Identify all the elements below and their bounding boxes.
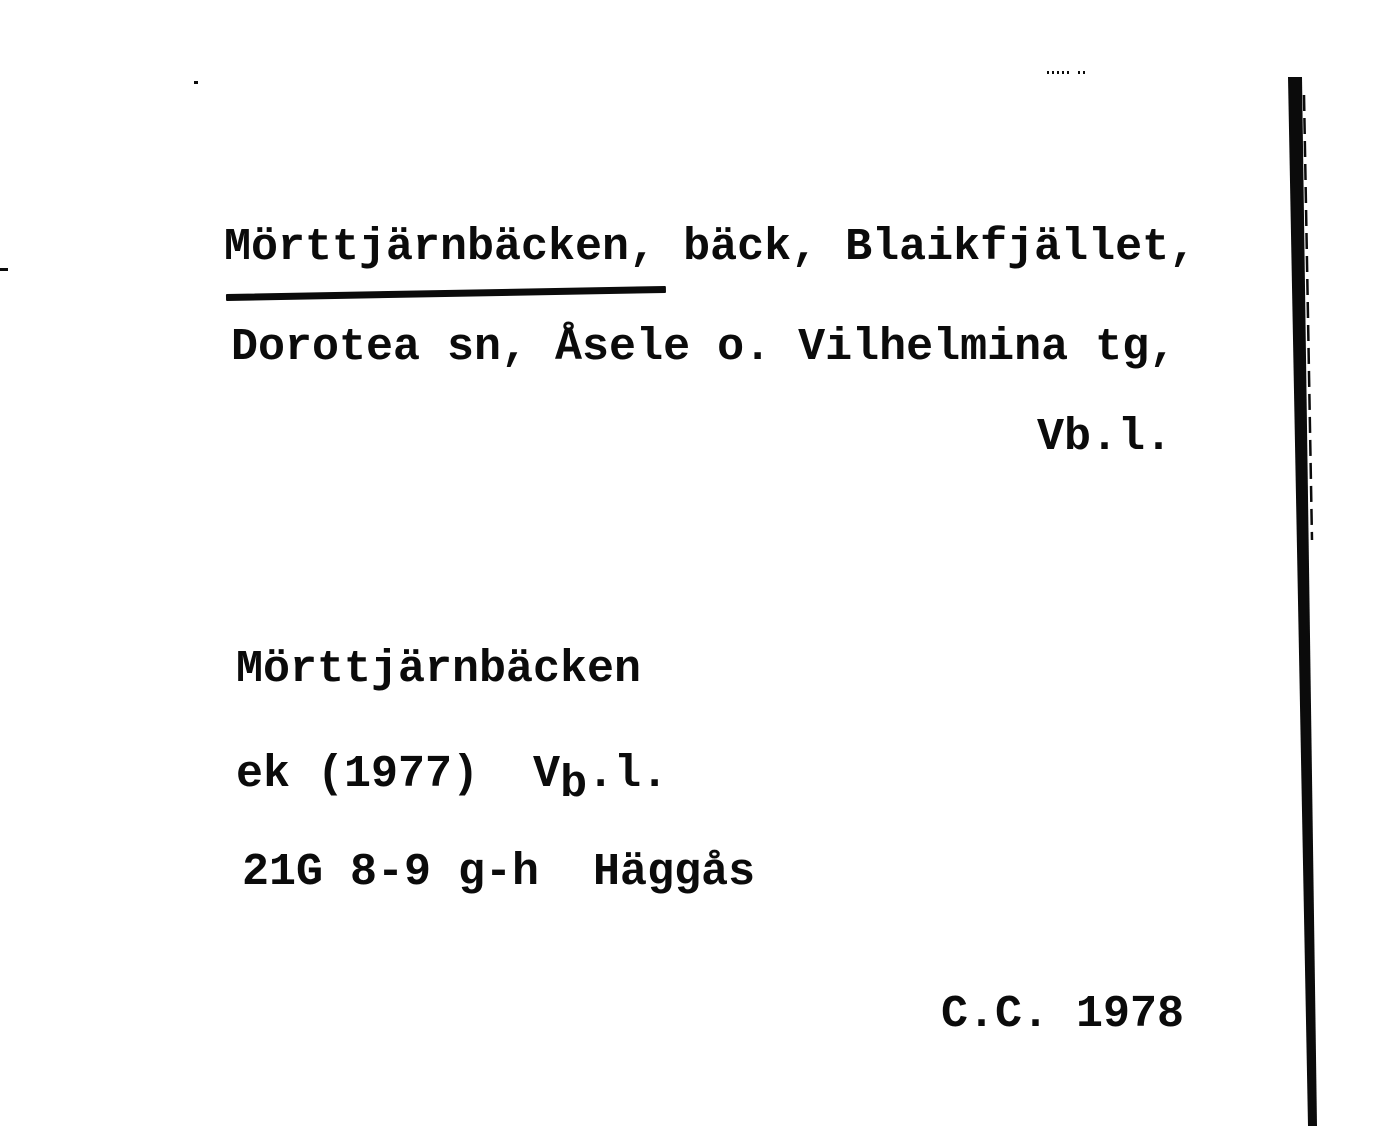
scan-dotted-mark [1047,71,1071,74]
source-subscript-b: b [560,759,588,810]
scan-speck [194,81,198,84]
headword-line: Mörttjärnbäcken, bäck, Blaikfjället, [224,222,1197,273]
scan-speck [0,268,8,271]
map-reference-line: 21G 8-9 g-h Häggås [242,847,756,898]
signature-line: C.C. 1978 [941,989,1185,1040]
headword-underline [226,286,666,301]
scan-dotted-mark [1078,71,1088,74]
name-entry: Mörttjärnbäcken [236,644,642,695]
district-line: Dorotea sn, Åsele o. Vilhelmina tg, [231,322,1177,373]
source-line [236,749,669,810]
source-prefix: ek (1977) V [236,749,561,800]
province-abbreviation: Vb.l. [1037,412,1173,463]
source-suffix: .l. [587,749,669,800]
